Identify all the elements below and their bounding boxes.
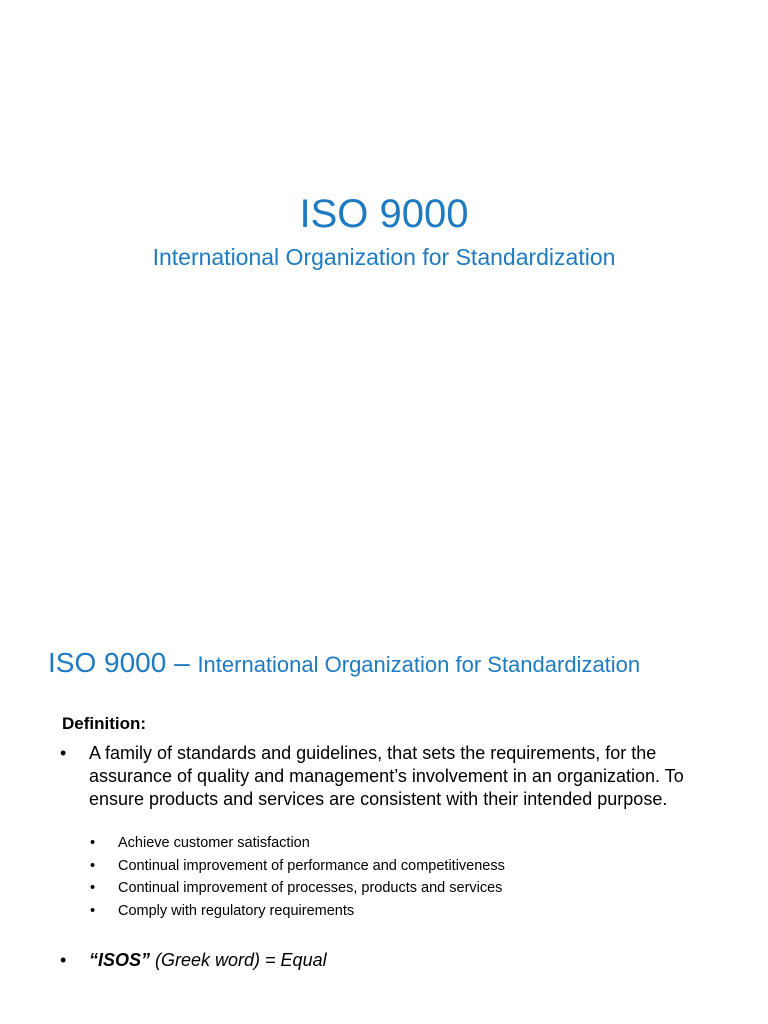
slide-title: ISO 9000 <box>299 192 469 236</box>
bullet-icon: • <box>90 857 96 874</box>
list-item-text: Comply with regulatory requirements <box>118 902 355 919</box>
title-organization-part: International Organization for Standardization <box>197 652 641 677</box>
definition-slide <box>0 600 768 1024</box>
goals-list <box>90 832 730 922</box>
list-item <box>90 855 730 878</box>
isos-text <box>89 948 327 972</box>
bullet-icon: • <box>60 743 67 763</box>
definition-slide-title <box>48 644 758 684</box>
isos-meaning: (Greek word) = Equal <box>150 950 327 970</box>
list-item <box>90 832 730 855</box>
title-iso-part: ISO 9000 – <box>48 647 198 678</box>
bullet-icon: • <box>60 950 67 970</box>
bullet-icon: • <box>90 880 96 896</box>
bullet-icon: • <box>90 902 96 919</box>
isos-bullet <box>60 948 740 972</box>
list-item-text: Continual improvement of performance and competitiveness <box>118 857 505 874</box>
isos-word: “ISOS” <box>89 950 151 970</box>
list-item <box>90 900 730 923</box>
list-item <box>90 877 730 900</box>
slide-subtitle: International Organization for Standardization <box>152 244 616 270</box>
definition-bullet <box>60 742 740 811</box>
definition-label: Definition: <box>62 714 147 733</box>
list-item-text: Achieve customer satisfaction <box>118 835 310 851</box>
definition-text: A family of standards and guidelines, that sets the requirements, for the assurance of quality and management’s involvement in an organization. To ensure products and services are consistent with their intended purpose. <box>89 743 684 809</box>
bullet-icon: • <box>90 835 96 851</box>
list-item-text: Continual improvement of processes, products and services <box>118 880 503 896</box>
